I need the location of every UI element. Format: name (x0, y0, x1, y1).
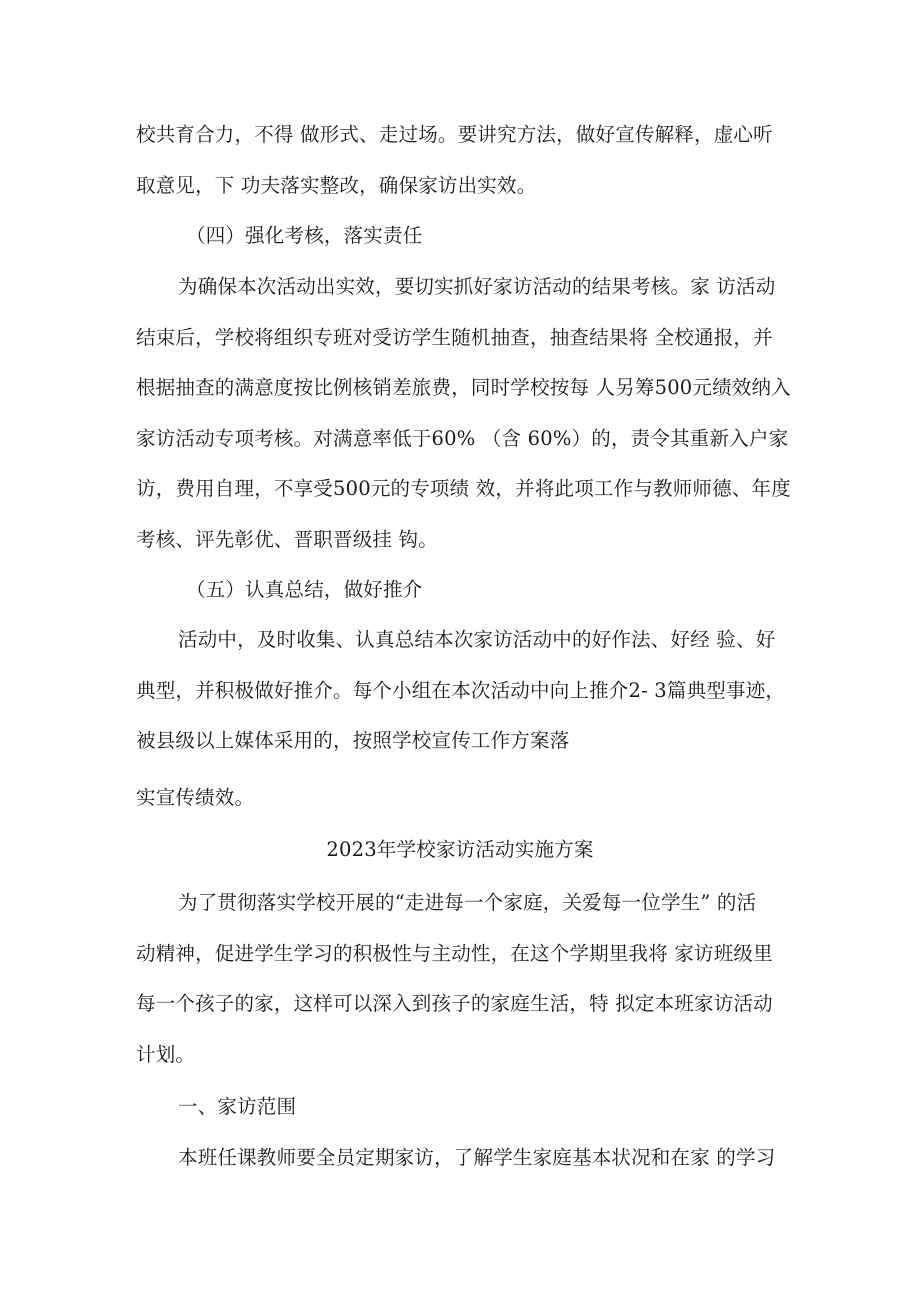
section-heading: （五）认真总结，做好推介 (186, 578, 423, 601)
paragraph-line: 结束后，学校将组织专班对受访学生随机抽查，抽查结果将 全校通报，并 (136, 326, 773, 349)
paragraph-line: 考核、评先彰优、晋职晋级挂 钩。 (136, 528, 438, 551)
paragraph-line: 访，费用自理，不享受500元的专项绩 效，并将此项工作与教师师德、年度 (136, 477, 791, 500)
paragraph-line: 为确保本次活动出实效，要切实抓好家访活动的结果考核。家 访活动 (178, 275, 776, 298)
paragraph-line: 实宣传绩效。 (136, 786, 255, 809)
paragraph-line: 家访活动专项考核。对满意率低于60% （含 60%）的，责令其重新入户家 (136, 427, 789, 450)
paragraph-line: 典型，并积极做好推介。每个小组在本次活动中向上推介2- 3篇典型事迹， (136, 679, 786, 702)
paragraph-line: 为了贯彻落实学校开展的“走进每一个家庭，关爱每一位学生” 的活 (178, 891, 757, 914)
paragraph-line: 校共育合力，不得 做形式、走过场。要讲究方法，做好宣传解释，虚心听 (136, 123, 773, 146)
paragraph-line: 每一个孩子的家，这样可以深入到孩子的家庭生活，特 拟定本班家访活动 (136, 992, 773, 1015)
document-title: 2023年学校家访活动实施方案 (326, 838, 594, 861)
section-heading: 一、家访范围 (178, 1095, 297, 1118)
section-heading: （四）强化考核，落实责任 (186, 224, 423, 247)
paragraph-line: 计划。 (136, 1043, 196, 1066)
paragraph-line: 本班任课教师要全员定期家访，了解学生家庭基本状况和在家 的学习 (178, 1146, 776, 1169)
paragraph-line: 被县级以上媒体采用的，按照学校宣传工作方案落 (136, 729, 570, 752)
paragraph-line: 活动中，及时收集、认真总结本次家访活动中的好作法、好经 验、好 (178, 628, 776, 651)
paragraph-line: 动精神，促进学生学习的积极性与主动性，在这个学期里我将 家访班级里 (136, 942, 773, 965)
paragraph-line: 根据抽查的满意度按比例核销差旅费，同时学校按每 人另筹500元绩效纳入 (136, 376, 791, 399)
paragraph-line: 取意见，下 功夫落实整改，确保家访出实效。 (136, 174, 537, 197)
